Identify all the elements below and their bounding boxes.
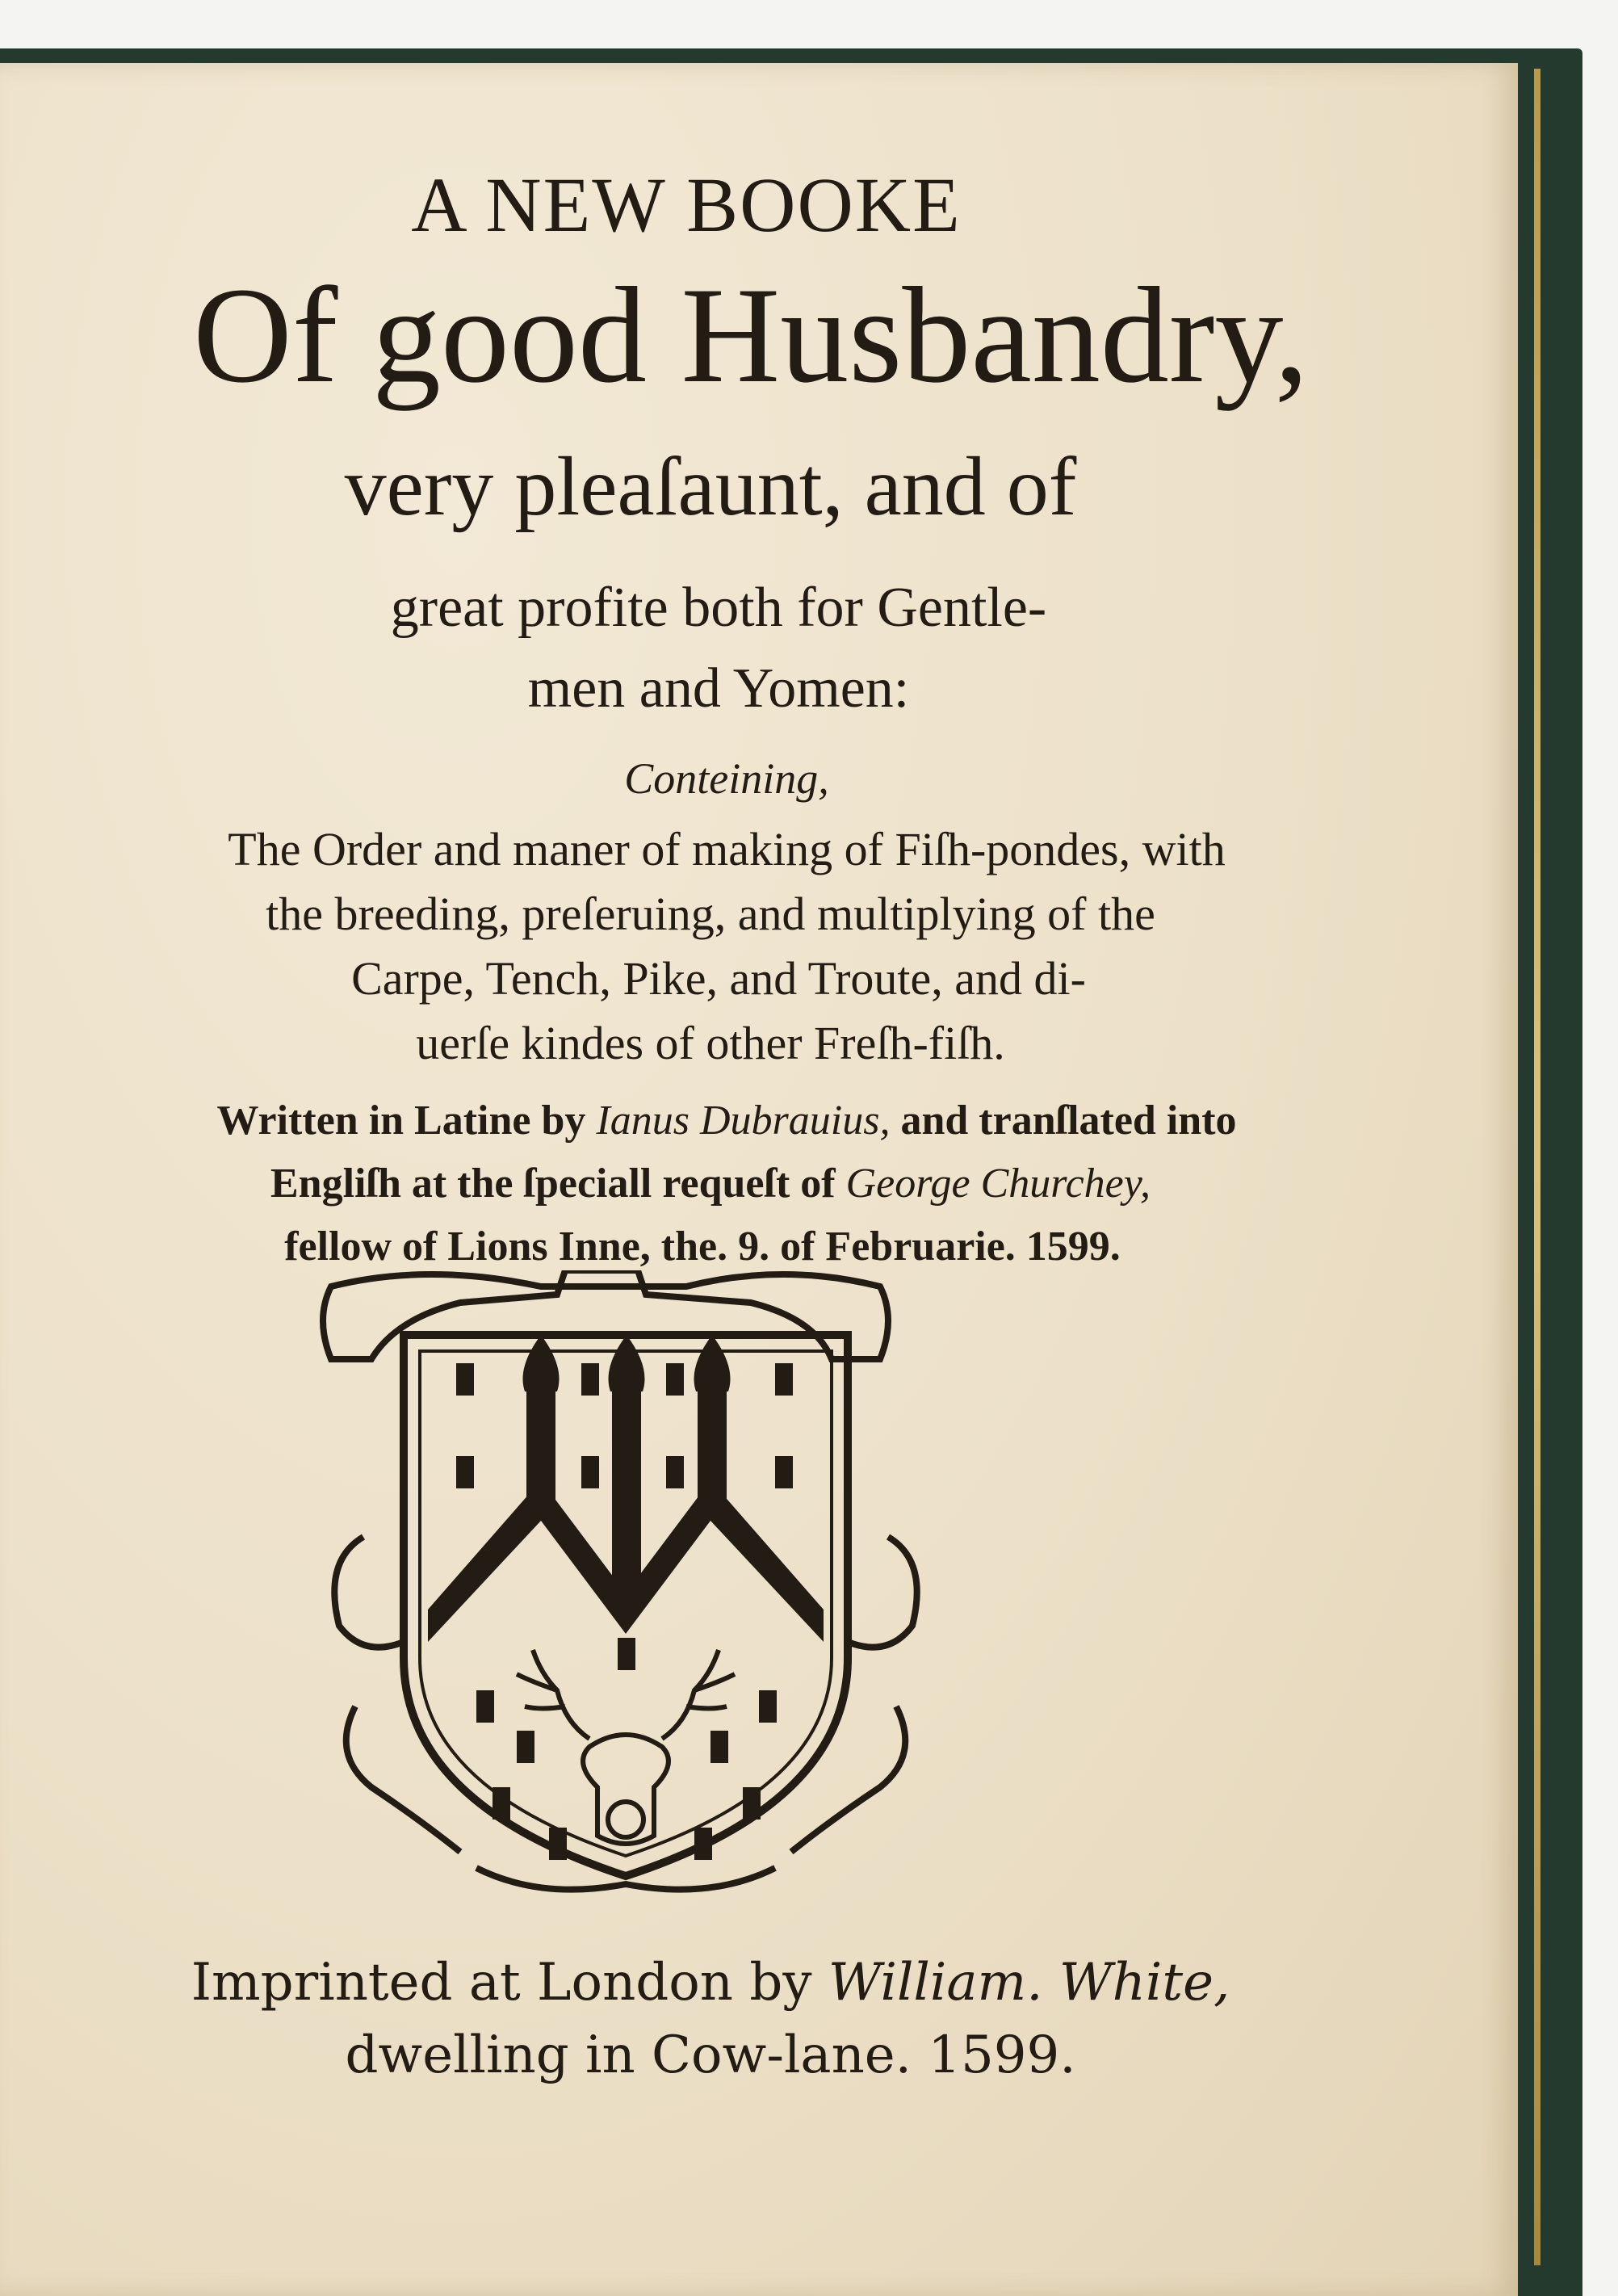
title-page bbox=[0, 63, 1518, 2296]
printer-name: William. White, bbox=[828, 1953, 1230, 2013]
author-text-a: Written in Latine by bbox=[216, 1098, 597, 1144]
title-line-3: very pleaſaunt, and of bbox=[344, 440, 1077, 533]
imprint-line-2: dwelling in Cow-lane. 1599. bbox=[345, 2025, 1076, 2085]
conteining-heading: Conteining, bbox=[624, 754, 829, 803]
title-line-2: Of good Husbandry, bbox=[193, 259, 1309, 411]
author-line-1 bbox=[0, 1097, 1486, 1144]
author-text-c: and tranſlated into bbox=[890, 1098, 1237, 1144]
translator-text-a: Engliſh at the ſpeciall requeſt of bbox=[270, 1161, 846, 1207]
imprint-line-1 bbox=[0, 1953, 1469, 2013]
contents-line-2: the breeding, preſeruing, and multiplying of the bbox=[266, 888, 1155, 940]
contents-line-4: uerſe kindes of other Freſh-fiſh. bbox=[416, 1017, 1005, 1069]
contents-line-3: Carpe, Tench, Pike, and Troute, and di- bbox=[351, 952, 1086, 1005]
title-line-1: A NEW BOOKE bbox=[411, 162, 962, 248]
title-line-4: great profite both for Gentle- bbox=[390, 577, 1047, 639]
patron-name: George Churchey, bbox=[845, 1161, 1151, 1207]
author-line-2 bbox=[0, 1160, 1469, 1207]
contents-line-1: The Order and maner of making of Fiſh-pondes, with bbox=[228, 823, 1226, 875]
gilt-edge bbox=[1534, 69, 1540, 2265]
author-line-3: fellow of Lions Inne, the. 9. of Februarie. 1599. bbox=[284, 1224, 1121, 1270]
title-line-5: men and Yomen: bbox=[527, 657, 910, 720]
imprint-text-a: Imprinted at London by bbox=[191, 1953, 828, 2013]
author-name: Ianus Dubrauius, bbox=[596, 1098, 891, 1144]
coat-of-arms-woodcut bbox=[299, 1270, 945, 1908]
